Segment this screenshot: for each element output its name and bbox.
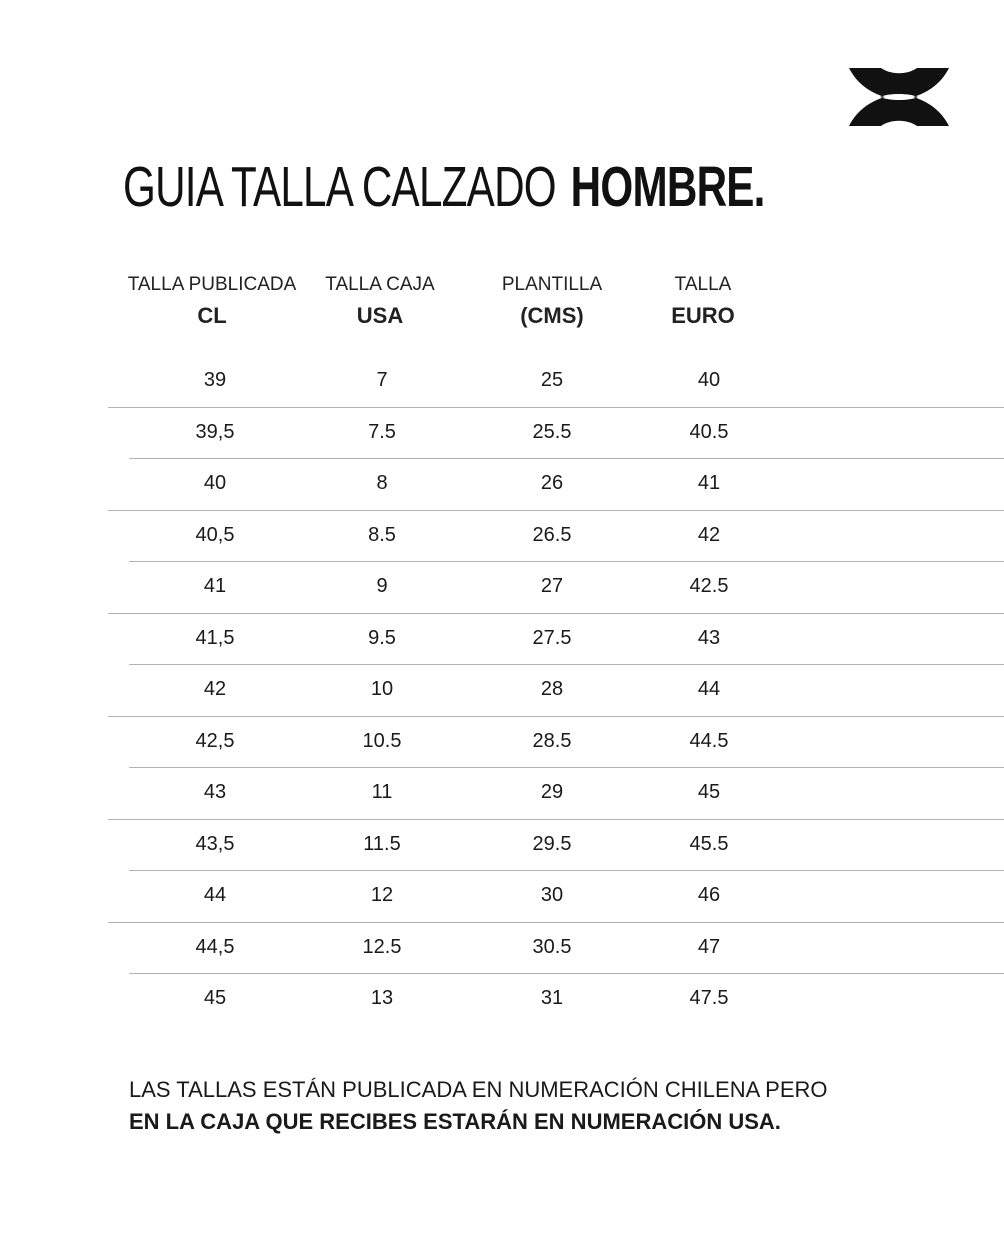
table-cell: 40.5: [689, 420, 729, 443]
table-cell: 44.5: [689, 729, 729, 752]
footnote-line-2: EN LA CAJA QUE RECIBES ESTARÁN EN NUMERACIÓN USA.: [129, 1109, 781, 1134]
table-cell: 42.5: [689, 575, 729, 597]
table-cell: 8: [376, 472, 388, 494]
column-header-euro: [593, 273, 813, 331]
table-cell: 40,5: [195, 523, 235, 546]
table-cell: 42: [203, 678, 227, 700]
table-cell: 10.5: [362, 729, 402, 752]
title-light: GUIA TALLA CALZADO: [123, 155, 556, 219]
table-cell: 30.5: [532, 935, 572, 958]
table-cell: 29.5: [532, 832, 572, 855]
table-cell: 43,5: [195, 832, 235, 855]
table-cell: 41,5: [195, 626, 235, 649]
table-cell: 29: [540, 781, 564, 803]
table-cell: 42: [697, 523, 721, 546]
table-cell: 7.5: [368, 420, 396, 443]
table-cell: 31: [540, 987, 564, 1009]
table-cell: 8.5: [368, 523, 396, 546]
column-header-sub: PLANTILLA: [501, 274, 603, 295]
table-cell: 47.5: [689, 987, 729, 1009]
table-cell: 11.5: [363, 832, 401, 855]
table-cell: 28.5: [532, 729, 572, 752]
table-cell: 45.5: [689, 832, 729, 855]
table-cell: 9.5: [368, 626, 396, 649]
table-cell: 7: [376, 369, 388, 391]
table-row: [0, 922, 1004, 973]
page-title: [123, 154, 765, 220]
table-cell: 11: [371, 781, 393, 803]
column-header-main: USA: [356, 303, 404, 328]
column-header-sub: TALLA PUBLICADA: [127, 274, 297, 295]
table-cell: 9: [376, 575, 388, 597]
table-row: [0, 870, 1004, 921]
table-cell: 44: [203, 884, 227, 906]
table-row: [0, 407, 1004, 458]
table-cell: 27.5: [532, 626, 572, 649]
table-row: [0, 819, 1004, 870]
table-row: [0, 767, 1004, 818]
table-cell: 39,5: [195, 420, 235, 443]
table-cell: 44: [697, 678, 721, 700]
table-row: [0, 355, 1004, 406]
table-cell: 12: [370, 884, 394, 906]
table-cell: 44,5: [195, 935, 235, 958]
table-cell: 42,5: [195, 729, 235, 752]
table-cell: 12.5: [362, 935, 402, 958]
under-armour-logo-icon: [847, 66, 951, 128]
table-row: [0, 613, 1004, 664]
table-cell: 40: [697, 369, 721, 391]
table-row: [0, 510, 1004, 561]
table-cell: 45: [203, 987, 227, 1009]
table-cell: 26.5: [532, 523, 572, 546]
table-row: [0, 973, 1004, 1024]
table-cell: 30: [540, 884, 564, 906]
table-cell: 40: [203, 472, 227, 494]
table-cell: 26: [540, 472, 564, 494]
table-cell: 10: [370, 678, 394, 700]
table-cell: 27: [540, 575, 564, 597]
footnote-line-1: LAS TALLAS ESTÁN PUBLICADA EN NUMERACIÓN CHILENA PERO: [129, 1077, 828, 1102]
column-header-main: CL: [197, 303, 227, 328]
column-header-sub: TALLA CAJA: [325, 274, 435, 295]
table-cell: 41: [203, 575, 227, 597]
table-cell: 41: [697, 472, 721, 494]
table-cell: 28: [540, 678, 564, 700]
table-row: [0, 561, 1004, 612]
table-cell: 39: [203, 369, 227, 391]
table-cell: 13: [370, 987, 394, 1009]
table-cell: 43: [203, 781, 227, 803]
table-cell: 46: [697, 884, 721, 906]
column-header-sub: TALLA: [674, 274, 732, 295]
table-cell: 25: [540, 369, 564, 391]
footnote: [129, 1074, 828, 1138]
title-bold: HOMBRE.: [570, 155, 765, 219]
column-header-main: EURO: [671, 303, 735, 328]
table-cell: 47: [697, 935, 721, 958]
table-row: [0, 716, 1004, 767]
column-header-main: (CMS): [520, 303, 584, 328]
table-row: [0, 664, 1004, 715]
table-cell: 43: [697, 626, 721, 649]
table-cell: 45: [697, 781, 721, 803]
table-cell: 25.5: [532, 420, 572, 443]
table-row: [0, 458, 1004, 509]
